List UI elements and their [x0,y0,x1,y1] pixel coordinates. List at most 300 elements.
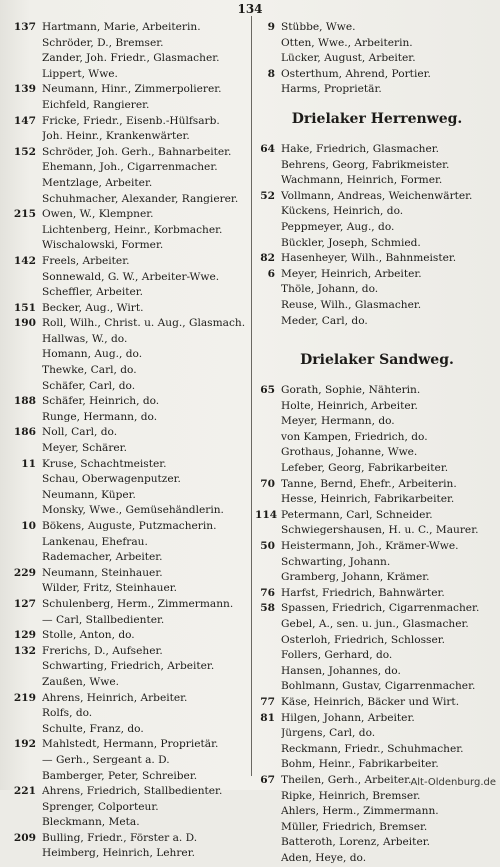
resident-entry: Mahlstedt, Hermann, Proprietär. [42,738,219,751]
house-number [6,192,42,208]
directory-entry [6,706,256,722]
house-number [6,285,42,301]
street-heading-herrenweg: Drielaker Herrenweg. [291,110,463,127]
resident-entry: Schäfer, Heinrich, do. [42,395,160,408]
house-number: 65 [260,384,275,397]
resident-entry: Stolle, Anton, do. [42,629,135,642]
house-number: 190 [13,317,36,330]
resident-entry: Hansen, Johannes, do. [281,664,401,677]
house-number: 147 [13,114,36,127]
house-number [255,82,281,98]
resident-entry: Holte, Heinrich, Arbeiter. [281,399,418,412]
directory-entry [6,581,256,597]
house-number [6,535,42,551]
directory-entry [255,414,499,430]
resident-entry: Müller, Friedrich, Bremser. [281,820,428,833]
resident-entry: Noll, Carl, do. [42,426,118,439]
directory-entry [6,207,256,223]
directory-entry [255,445,499,461]
directory-entry [6,613,256,629]
resident-entry: Meyer, Heinrich, Arbeiter. [281,267,422,280]
resident-entry: Reckmann, Friedr., Schuhmacher. [281,742,464,755]
resident-entry: Wilder, Fritz, Steinhauer. [42,582,178,595]
resident-entry: Ripke, Heinrich, Bremser. [281,789,421,802]
house-number: 10 [21,520,36,532]
house-number: 186 [13,426,36,439]
house-number [255,314,281,330]
house-number [6,675,42,691]
directory-entry [255,601,499,617]
resident-entry: Meyer, Hermann, do. [281,415,395,428]
house-number [6,98,42,114]
directory-entry [255,298,499,314]
house-number [6,51,42,67]
house-number: 192 [13,738,36,751]
house-number [6,753,42,769]
directory-entry [6,769,256,785]
house-number [6,550,42,566]
resident-entry: Reuse, Wilh., Glasmacher. [281,298,422,311]
directory-entry [255,711,499,727]
house-number: 77 [260,695,275,708]
resident-entry: Freels, Arbeiter. [42,254,130,267]
house-number [255,804,281,820]
resident-entry: Hake, Friedrich, Glasmacher. [281,142,440,155]
directory-entry [6,831,256,847]
directory-entry [6,566,256,582]
directory-entry [255,189,499,205]
resident-entry: Vollmann, Andreas, Weichenwärter. [281,189,473,202]
directory-entry [255,36,499,52]
sandweg-list [255,383,499,866]
directory-entry [255,461,499,477]
resident-entry: Wachmann, Heinrich, Former. [281,174,443,187]
directory-entry [6,675,256,691]
house-number: 114 [255,508,278,521]
resident-entry: Kruse, Schachtmeister. [42,457,167,470]
house-number [255,835,281,851]
resident-entry: Aden, Heye, do. [281,851,367,864]
house-number [6,488,42,504]
house-number [255,399,281,415]
house-number [6,472,42,488]
directory-entry [6,644,256,660]
right-column [255,20,499,867]
resident-entry: Joh. Heinr., Krankenwärter. [42,130,190,143]
resident-entry: Lefeber, Georg, Fabrikarbeiter. [281,462,449,475]
directory-entry [255,555,499,571]
resident-entry: Runge, Hermann, do. [42,410,158,423]
house-number [255,461,281,477]
house-number: 6 [267,267,275,280]
directory-entry [6,550,256,566]
resident-entry: Rademacher, Arbeiter. [42,551,163,564]
resident-entry: Hilgen, Johann, Arbeiter. [281,711,415,724]
resident-entry: Theilen, Gerh., Arbeiter. [281,773,412,786]
resident-entry: Hartmann, Marie, Arbeiterin. [42,21,201,33]
house-number [255,492,281,508]
resident-entry: Gramberg, Johann, Krämer. [281,571,430,584]
resident-entry: Bamberger, Peter, Schreiber. [42,769,198,782]
resident-entry: Follers, Gerhard, do. [281,649,393,662]
resident-entry: Jürgens, Carl, do. [281,727,376,740]
directory-entry [6,332,256,348]
directory-entry [255,430,499,446]
house-number [255,726,281,742]
resident-entry: Bökens, Auguste, Putzmacherin. [42,520,217,532]
house-number: 9 [267,21,275,33]
directory-entry [6,691,256,707]
house-number [255,617,281,633]
house-number [255,679,281,695]
directory-entry [255,220,499,236]
directory-entry [255,664,499,680]
house-number [255,173,281,189]
resident-entry: Hasenheyer, Wilh., Bahnmeister. [281,252,457,265]
house-number: 151 [13,301,36,314]
watermark: Alt-Oldenburg.de [410,777,496,788]
house-number: 132 [13,644,36,657]
house-number [6,176,42,192]
directory-entry [255,617,499,633]
house-number: 67 [260,773,275,786]
resident-entry: Grothaus, Johanne, Wwe. [281,446,418,459]
house-number: 81 [260,711,275,724]
directory-entry [6,129,256,145]
directory-entry [6,519,256,535]
resident-entry: Tanne, Bernd, Ehefr., Arbeiterin. [281,477,457,490]
resident-entry: Monsky, Wwe., Gemüsehändlerin. [42,504,224,517]
directory-entry [6,160,256,176]
directory-entry [255,539,499,555]
house-number: 215 [13,208,36,221]
resident-entry: Otten, Wwe., Arbeiterin. [281,36,413,49]
house-number: 50 [260,540,275,553]
resident-entry: Schwarting, Friedrich, Arbeiter. [42,660,215,673]
directory-entry [255,383,499,399]
directory-entry [255,158,499,174]
directory-entry [255,267,499,283]
resident-entry: Batteroth, Lorenz, Arbeiter. [281,836,430,849]
directory-entry [255,492,499,508]
directory-entry [6,441,256,457]
house-number: 76 [260,586,275,599]
directory-entry [6,67,256,83]
house-number [6,238,42,254]
house-number [255,757,281,773]
directory-entry [255,204,499,220]
resident-entry: Stübbe, Wwe. [281,21,356,33]
resident-entry: Schulenberg, Herm., Zimmermann. [42,597,234,610]
directory-entry [255,820,499,836]
directory-entry [6,815,256,831]
house-number [6,503,42,519]
house-number [255,204,281,220]
house-number [6,441,42,457]
directory-entry [6,535,256,551]
directory-entry [6,722,256,738]
house-number: 188 [13,395,36,408]
directory-entry [255,236,499,252]
resident-entry: Lippert, Wwe. [42,67,118,80]
directory-entry [255,789,499,805]
house-number [255,236,281,252]
directory-entry [6,36,256,52]
directory-entry [6,82,256,98]
directory-entry [6,800,256,816]
resident-entry: Hallwas, W., do. [42,332,128,345]
directory-entry [6,379,256,395]
directory-entry [255,508,499,524]
house-number [255,523,281,539]
directory-entry [6,503,256,519]
house-number [255,820,281,836]
left-column [6,20,256,862]
directory-entry [6,410,256,426]
resident-entry: Bulling, Friedr., Förster a. D. [42,831,198,844]
house-number: 52 [260,189,275,202]
resident-entry: Owen, W., Klempner. [42,208,154,221]
directory-entry [255,251,499,267]
house-number [6,332,42,348]
resident-entry: Zaußen, Wwe. [42,675,119,688]
resident-entry: Ehemann, Joh., Cigarrenmacher. [42,161,218,174]
house-number [255,36,281,52]
directory-entry [6,176,256,192]
directory-entry [255,726,499,742]
house-number [255,742,281,758]
directory-entry [6,472,256,488]
house-number: 142 [13,254,36,267]
directory-entry [255,51,499,67]
resident-entry: Scheffler, Arbeiter. [42,286,144,299]
resident-entry: Schröder, Joh. Gerh., Bahnarbeiter. [42,145,232,158]
house-number: 221 [13,785,36,798]
directory-entry [255,570,499,586]
resident-entry: Harms, Proprietär. [281,83,382,96]
page-number: 134 [237,2,263,16]
resident-entry: Schuhmacher, Alexander, Rangierer. [42,192,239,205]
directory-entry [255,314,499,330]
resident-entry: Schäfer, Carl, do. [42,379,136,392]
directory-entry [6,394,256,410]
house-number [6,129,42,145]
resident-entry: Eichfeld, Rangierer. [42,98,150,111]
resident-entry: Osterthum, Ahrend, Portier. [281,67,431,80]
house-number: 209 [13,831,36,844]
house-number [255,430,281,446]
resident-entry: Frerichs, D., Aufseher. [42,644,163,657]
resident-entry: Roll, Wilh., Christ. u. Aug., Glasmach. [42,317,246,330]
resident-entry: Ahrens, Heinrich, Arbeiter. [42,691,188,704]
house-number: 152 [13,145,36,158]
house-number: 11 [21,457,36,470]
street-heading-sandweg: Drielaker Sandweg. [300,352,454,369]
directory-entry [6,238,256,254]
resident-entry: Neumann, Hinr., Zimmerpolierer. [42,83,222,96]
resident-entry: Ahlers, Herm., Zimmermann. [281,805,439,818]
house-number [255,664,281,680]
directory-entry [6,488,256,504]
house-number [255,789,281,805]
directory-entry [255,82,499,98]
resident-entry: Heistermann, Joh., Krämer-Wwe. [281,540,459,553]
house-number [6,363,42,379]
directory-entry [6,659,256,675]
house-number [255,298,281,314]
house-number: 8 [267,67,275,80]
house-number [6,800,42,816]
resident-entry: Petermann, Carl, Schneider. [281,508,433,521]
directory-entry [6,316,256,332]
directory-entry [255,523,499,539]
resident-entry: Schwiegershausen, H. u. C., Maurer. [281,524,479,537]
house-number [6,36,42,52]
directory-entry [6,425,256,441]
directory-entry [255,804,499,820]
resident-entry: Peppmeyer, Aug., do. [281,220,395,233]
house-number [6,613,42,629]
resident-entry: Neumann, Küper. [42,488,136,501]
house-number [6,581,42,597]
house-number: 127 [13,597,36,610]
house-number [6,347,42,363]
resident-entry: Meyer, Schärer. [42,442,127,455]
directory-entry [6,628,256,644]
resident-entry: Mentzlage, Arbeiter. [42,176,153,189]
resident-entry: Lankenau, Ehefrau. [42,535,148,548]
house-number [255,648,281,664]
resident-entry: Bleckmann, Meta. [42,816,140,829]
house-number: 70 [260,477,275,490]
resident-entry: Schau, Oberwagenputzer. [42,473,181,486]
resident-entry: Lichtenberg, Heinr., Korbmacher. [42,223,223,236]
resident-entry: Becker, Aug., Wirt. [42,301,144,314]
resident-entry: Fricke, Friedr., Eisenb.-Hülfsarb. [42,114,220,127]
resident-entry: Kückens, Heinrich, do. [281,205,404,218]
directory-entry [6,753,256,769]
resident-entry: Osterloh, Friedrich, Schlosser. [281,633,446,646]
directory-entry [6,51,256,67]
house-number [255,282,281,298]
house-number: 129 [13,629,36,642]
house-number: 139 [13,83,36,96]
resident-entry: Spassen, Friedrich, Cigarrenmacher. [281,602,480,615]
directory-entry [6,192,256,208]
directory-entry [255,679,499,695]
resident-entry: — Carl, Stallbedienter. [42,613,165,626]
house-number: 64 [260,142,275,155]
directory-entry [255,282,499,298]
house-number [255,555,281,571]
resident-entry: — Gerh., Sergeant a. D. [42,753,170,766]
directory-entry [6,285,256,301]
directory-entry [6,737,256,753]
directory-entry [6,114,256,130]
house-number [6,815,42,831]
house-number [6,410,42,426]
resident-entry: Neumann, Steinhauer. [42,566,163,579]
resident-entry: von Kampen, Friedrich, do. [281,430,428,443]
house-number [6,659,42,675]
directory-entry [255,586,499,602]
house-number [6,270,42,286]
resident-entry: Behrens, Georg, Fabrikmeister. [281,158,450,171]
resident-entry: Meder, Carl, do. [281,314,368,327]
directory-entry [255,742,499,758]
house-number: 137 [13,21,36,33]
resident-entry: Thöle, Johann, do. [281,283,379,296]
house-number [6,706,42,722]
house-number [6,160,42,176]
directory-entry [255,757,499,773]
directory-entry [6,223,256,239]
directory-entry [6,846,256,862]
directory-entry [6,784,256,800]
resident-entry: Zander, Joh. Friedr., Glasmacher. [42,52,220,65]
house-number [255,633,281,649]
house-number: 58 [260,602,275,615]
resident-entry: Homann, Aug., do. [42,348,143,361]
resident-entry: Sprenger, Colporteur. [42,800,159,813]
resident-entry: Gebel, A., sen. u. jun., Glasmacher. [281,618,469,630]
resident-entry: Rolfs, do. [42,707,93,720]
directory-entry [6,301,256,317]
house-number [255,414,281,430]
resident-entry: Hesse, Heinrich, Fabrikarbeiter. [281,493,455,506]
house-number [255,220,281,236]
directory-entry [255,648,499,664]
resident-entry: Bohlmann, Gustav, Cigarrenmacher. [281,680,476,693]
resident-entry: Thewke, Carl, do. [42,364,137,377]
directory-entry [255,399,499,415]
directory-entry [255,851,499,867]
directory-entry [255,633,499,649]
resident-entry: Heimberg, Heinrich, Lehrer. [42,847,195,860]
directory-entry [6,347,256,363]
directory-entry [6,98,256,114]
resident-entry: Ahrens, Friedrich, Stallbedienter. [42,785,223,798]
house-number: 219 [13,691,36,704]
directory-entry [255,67,499,83]
resident-entry: Schulte, Franz, do. [42,722,144,735]
resident-entry: Harfst, Friedrich, Bahnwärter. [281,586,445,599]
house-number [255,158,281,174]
house-number [6,769,42,785]
house-number: 82 [260,252,275,265]
directory-entry [255,695,499,711]
herrenweg-list [255,142,499,329]
house-number [6,67,42,83]
resident-entry: Schröder, D., Bremser. [42,36,164,49]
house-number [6,379,42,395]
resident-entry: Bohm, Heinr., Fabrikarbeiter. [281,758,439,771]
house-number [255,51,281,67]
directory-entry [255,20,499,36]
right-top-list [255,20,499,98]
directory-entry [255,477,499,493]
directory-entry [6,457,256,473]
house-number [6,846,42,862]
house-number [6,722,42,738]
house-number: 229 [13,566,36,579]
directory-entry [6,20,256,36]
resident-entry: Schwarting, Johann. [281,555,391,568]
resident-entry: Wischalowski, Former. [42,239,164,252]
house-number [255,851,281,867]
resident-entry: Sonnewald, G. W., Arbeiter-Wwe. [42,270,220,283]
resident-entry: Käse, Heinrich, Bäcker und Wirt. [281,695,460,708]
